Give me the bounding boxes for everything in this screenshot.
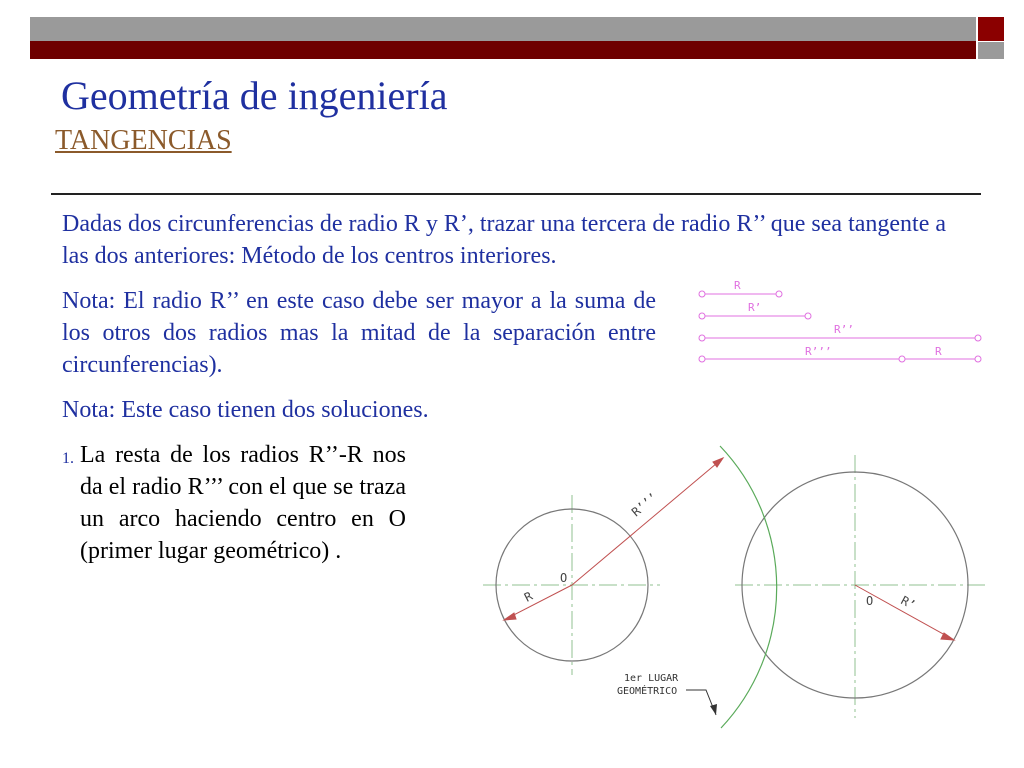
note-radius-condition: Nota: El radio R’’ en este caso debe ser mayor a la suma de los otros dos radios mas la mitad de la separación entre circunferencias). xyxy=(62,288,656,378)
label-center-left: O xyxy=(560,571,568,585)
problem-statement: Dadas dos circunferencias de radio R y R’, trazar una tercera de radio R’’ que sea tangente a las dos anteriores: Método de los centros interiores. xyxy=(62,211,947,269)
arrowhead-r-prime xyxy=(941,633,954,640)
step-text: La resta de los radios R’’-R nos da el radio R’’’ con el que se traza un arco haciendo centro en O (primer lugar geométrico) . xyxy=(80,442,406,564)
label-r-prime: R’ xyxy=(898,593,918,613)
radius-line-r-triple xyxy=(572,458,723,585)
locus-leader-arrow xyxy=(710,704,717,715)
locus-label-line2: GEOMÉTRICO xyxy=(617,686,678,697)
arrowhead-r xyxy=(504,613,516,620)
legend-label-r-triple: R’’’ xyxy=(805,345,832,358)
step-number: 1. xyxy=(62,450,74,467)
legend-label-r-prime: R’ xyxy=(748,301,762,314)
locus-label-line1: 1er LUGAR xyxy=(624,673,679,684)
locus-leader-line xyxy=(686,690,716,715)
label-r-triple: R’’’ xyxy=(628,489,661,520)
label-center-right: O xyxy=(866,594,874,608)
label-r: R xyxy=(522,588,535,605)
legend-label-r-last: R xyxy=(935,345,942,358)
note-two-solutions: Nota: Este caso tienen dos soluciones. xyxy=(62,397,429,423)
legend-label-r-double: R’’ xyxy=(834,323,854,336)
slide-title: Geometría de ingeniería xyxy=(61,73,448,118)
slide-subtitle: TANGENCIAS xyxy=(55,125,232,156)
locus-arc xyxy=(720,446,777,728)
legend-label-r: R xyxy=(734,279,741,292)
